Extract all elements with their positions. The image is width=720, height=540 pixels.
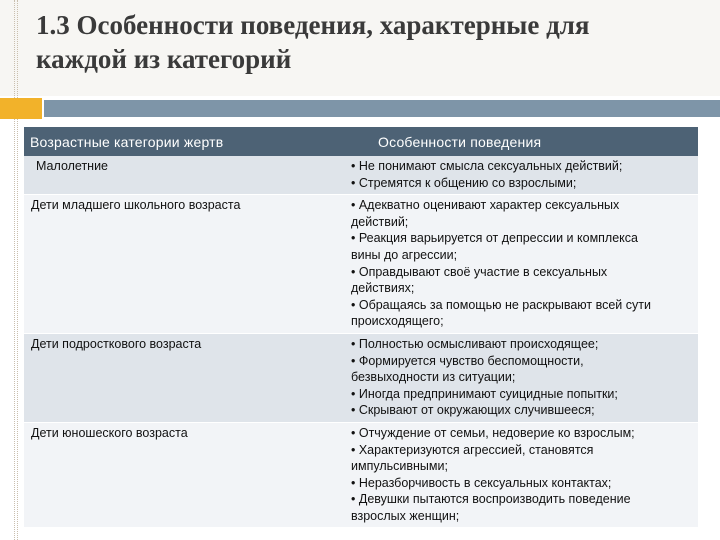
accent-bar <box>44 100 720 117</box>
feature-line: • Адекватно оценивают характер сексуальных <box>351 198 620 213</box>
table-row <box>24 195 698 334</box>
feature-line: действиях; <box>351 281 415 296</box>
category-cell: Дети юношеского возраста <box>24 422 344 528</box>
features-cell <box>344 156 698 195</box>
title-area <box>0 0 720 96</box>
table-row <box>24 422 698 528</box>
feature-line: • Полностью осмысливают происходящее; <box>351 336 599 351</box>
feature-line: • Девушки пытаются воспроизводить поведение <box>351 492 631 507</box>
category-cell: Дети подросткового возраста <box>24 333 344 422</box>
feature-line: • Характеризуются агрессией, становятся <box>351 442 594 457</box>
feature-line: действий; <box>351 214 409 229</box>
header-behavior-features: Особенности поведения <box>344 127 698 156</box>
feature-line: безвыходности из ситуации; <box>351 370 516 385</box>
feature-line: вины до агрессии; <box>351 247 458 262</box>
feature-line: • Стремятся к общению со взрослыми; <box>351 175 577 190</box>
decorative-left-stripe <box>14 0 18 540</box>
category-cell: Дети младшего школьного возраста <box>24 195 344 334</box>
feature-line: происходящего; <box>351 314 444 329</box>
features-cell <box>344 422 698 528</box>
header-age-categories: Возрастные категории жертв <box>24 127 344 156</box>
behavior-table <box>24 127 698 528</box>
table-row <box>24 156 698 195</box>
features-cell <box>344 333 698 422</box>
accent-square <box>0 98 42 119</box>
table-header-row <box>24 127 698 156</box>
features-cell <box>344 195 698 334</box>
feature-line: взрослых женщин; <box>351 508 460 523</box>
feature-line: • Иногда предпринимают суицидные попытки; <box>351 386 618 401</box>
category-cell: Малолетние <box>24 156 344 195</box>
feature-line: • Обращаясь за помощью не раскрывают всей сути <box>351 297 651 312</box>
feature-line: • Оправдывают своё участие в сексуальных <box>351 264 608 279</box>
slide-title <box>36 8 696 76</box>
feature-line: • Неразборчивость в сексуальных контактах; <box>351 475 612 490</box>
feature-line: • Формируется чувство беспомощности, <box>351 353 584 368</box>
feature-line: • Отчуждение от семьи, недоверие ко взрослым; <box>351 425 635 440</box>
feature-line: • Реакция варьируется от депрессии и комплекса <box>351 231 638 246</box>
feature-line: • Не понимают смысла сексуальных действий; <box>351 159 623 173</box>
table-row <box>24 333 698 422</box>
slide-title-line-1: 1.3 Особенности поведения, характерные для <box>36 10 590 40</box>
slide-title-line-2: каждой из категорий <box>36 44 292 74</box>
feature-line: импульсивными; <box>351 459 448 474</box>
feature-line: • Скрывают от окружающих случившееся; <box>351 403 595 418</box>
